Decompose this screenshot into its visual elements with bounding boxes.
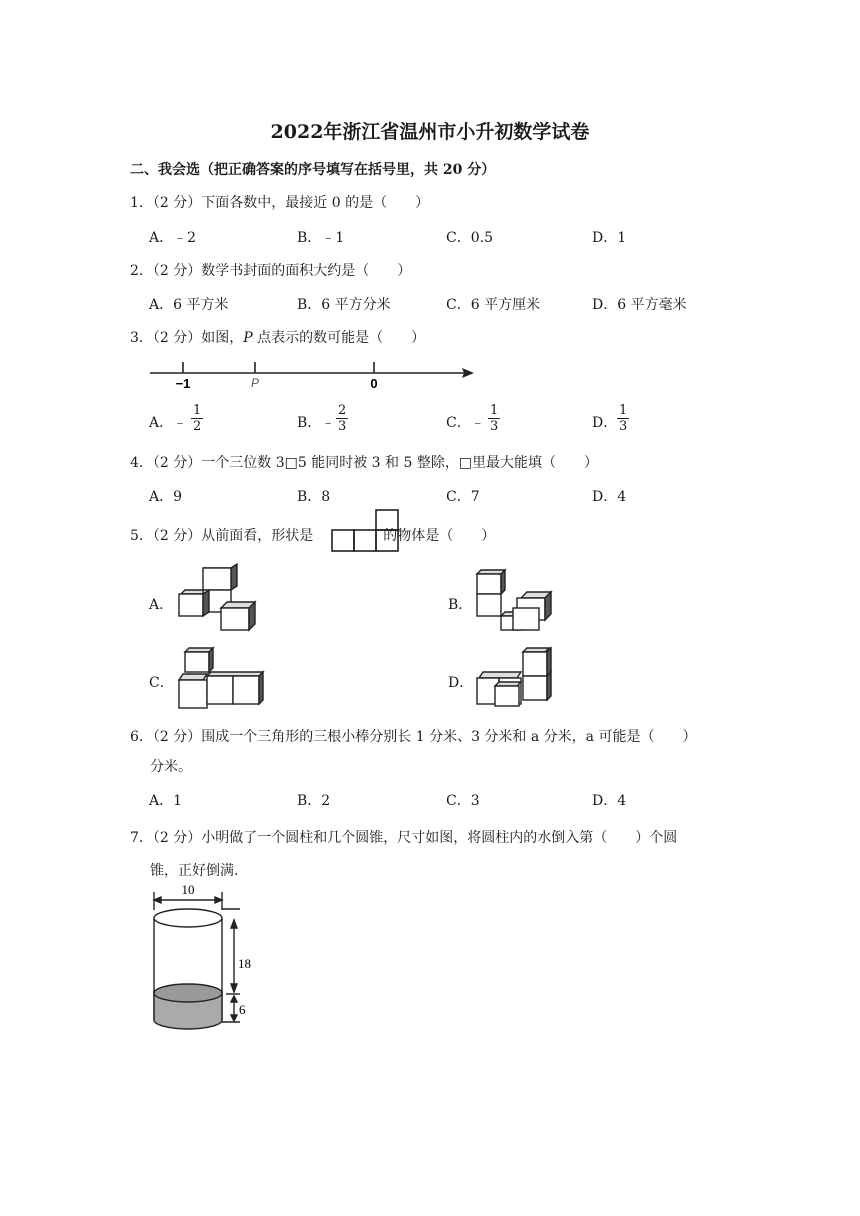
q5-option-d-cubes	[473, 646, 565, 712]
q2-option-c[interactable]: C．6 平方厘米	[446, 297, 541, 313]
q6-option-d[interactable]: D．4	[592, 793, 627, 809]
question-5-stem: 5．（2 分）从前面看，形状是 的物体是（ ）	[130, 528, 496, 544]
q5-option-a[interactable]: A．	[149, 597, 174, 613]
q2-option-d[interactable]: D．6 平方毫米	[592, 297, 687, 313]
q5-option-a-cubes	[175, 566, 267, 634]
q4-option-a[interactable]: A．9	[149, 489, 183, 505]
q3-option-d[interactable]: D．	[592, 415, 618, 431]
page-title: 2022年浙江省温州市小升初数学试卷	[270, 121, 590, 143]
question-7-stem-line1: 7．（2 分）小明做了一个圆柱和几个圆锥，尺寸如图，将圆柱内的水倒入第（ ）个圆	[130, 830, 678, 846]
q6-option-c[interactable]: C．3	[446, 793, 480, 809]
q3-option-a[interactable]: A．﹣	[149, 415, 188, 431]
section-heading: 二、我会选（把正确答案的序号填写在括号里，共 20 分）	[130, 162, 496, 178]
q5-option-c[interactable]: C．	[149, 675, 174, 691]
cylinder-figure	[148, 882, 258, 1040]
question-3-stem: 3．（2 分）如图，P 点表示的数可能是（ ）	[130, 330, 426, 346]
q5-option-b[interactable]: B．	[448, 597, 473, 613]
question-6-stem-line2: 分米。	[150, 759, 192, 775]
question-1-stem: 1．（2 分）下面各数中，最接近 0 的是（ ）	[130, 195, 430, 211]
q5-option-d[interactable]: D．	[448, 675, 474, 691]
question-4-stem: 4．（2 分）一个三位数 3□5 能同时被 3 和 5 整除，□里最大能填（ ）	[130, 455, 599, 471]
q6-option-a[interactable]: A．1	[149, 793, 183, 809]
q3-option-b[interactable]: B．﹣	[297, 415, 336, 431]
label-minus-one: −1	[175, 376, 191, 391]
q6-option-b[interactable]: B．2	[297, 793, 331, 809]
cylinder-diameter-label: 10	[181, 882, 195, 897]
q1-option-b[interactable]: B．﹣1	[297, 230, 345, 246]
front-view-shape	[331, 510, 401, 552]
q2-option-a[interactable]: A．6 平方米	[149, 297, 229, 313]
q1-option-c[interactable]: C．0.5	[446, 230, 493, 246]
question-2-stem: 2．（2 分）数学书封面的面积大约是（ ）	[130, 263, 412, 279]
q5-option-b-cubes	[473, 568, 565, 634]
label-p: P	[250, 376, 260, 390]
question-7-stem-line2: 锥，正好倒满.	[150, 863, 239, 879]
q3-option-c[interactable]: C．﹣	[446, 415, 485, 431]
q5-option-c-cubes	[175, 646, 267, 712]
q4-option-c[interactable]: C．7	[446, 489, 480, 505]
cylinder-water-height-label: 6	[239, 1002, 246, 1017]
q4-option-d[interactable]: D．4	[592, 489, 627, 505]
q3-option-a-fraction: $\frac{1}{2}$	[193, 403, 202, 434]
q1-option-d[interactable]: D．1	[592, 230, 627, 246]
cylinder-empty-height-label: 18	[238, 956, 251, 971]
q2-option-b[interactable]: B．6 平方分米	[297, 297, 391, 313]
question-6-stem-line1: 6．（2 分）围成一个三角形的三根小棒分别长 1 分米、3 分米和 a 分米，a 可能是（ ）	[130, 729, 697, 745]
q3-option-b-fraction: $\frac{2}{3}$	[338, 403, 347, 434]
q3-option-c-fraction: $\frac{1}{3}$	[490, 403, 499, 434]
label-zero: 0	[370, 376, 378, 391]
number-line-figure	[150, 358, 475, 390]
q4-option-b[interactable]: B．8	[297, 489, 331, 505]
q1-option-a[interactable]: A．﹣2	[149, 230, 197, 246]
q3-option-d-fraction: $\frac{1}{3}$	[619, 403, 628, 434]
